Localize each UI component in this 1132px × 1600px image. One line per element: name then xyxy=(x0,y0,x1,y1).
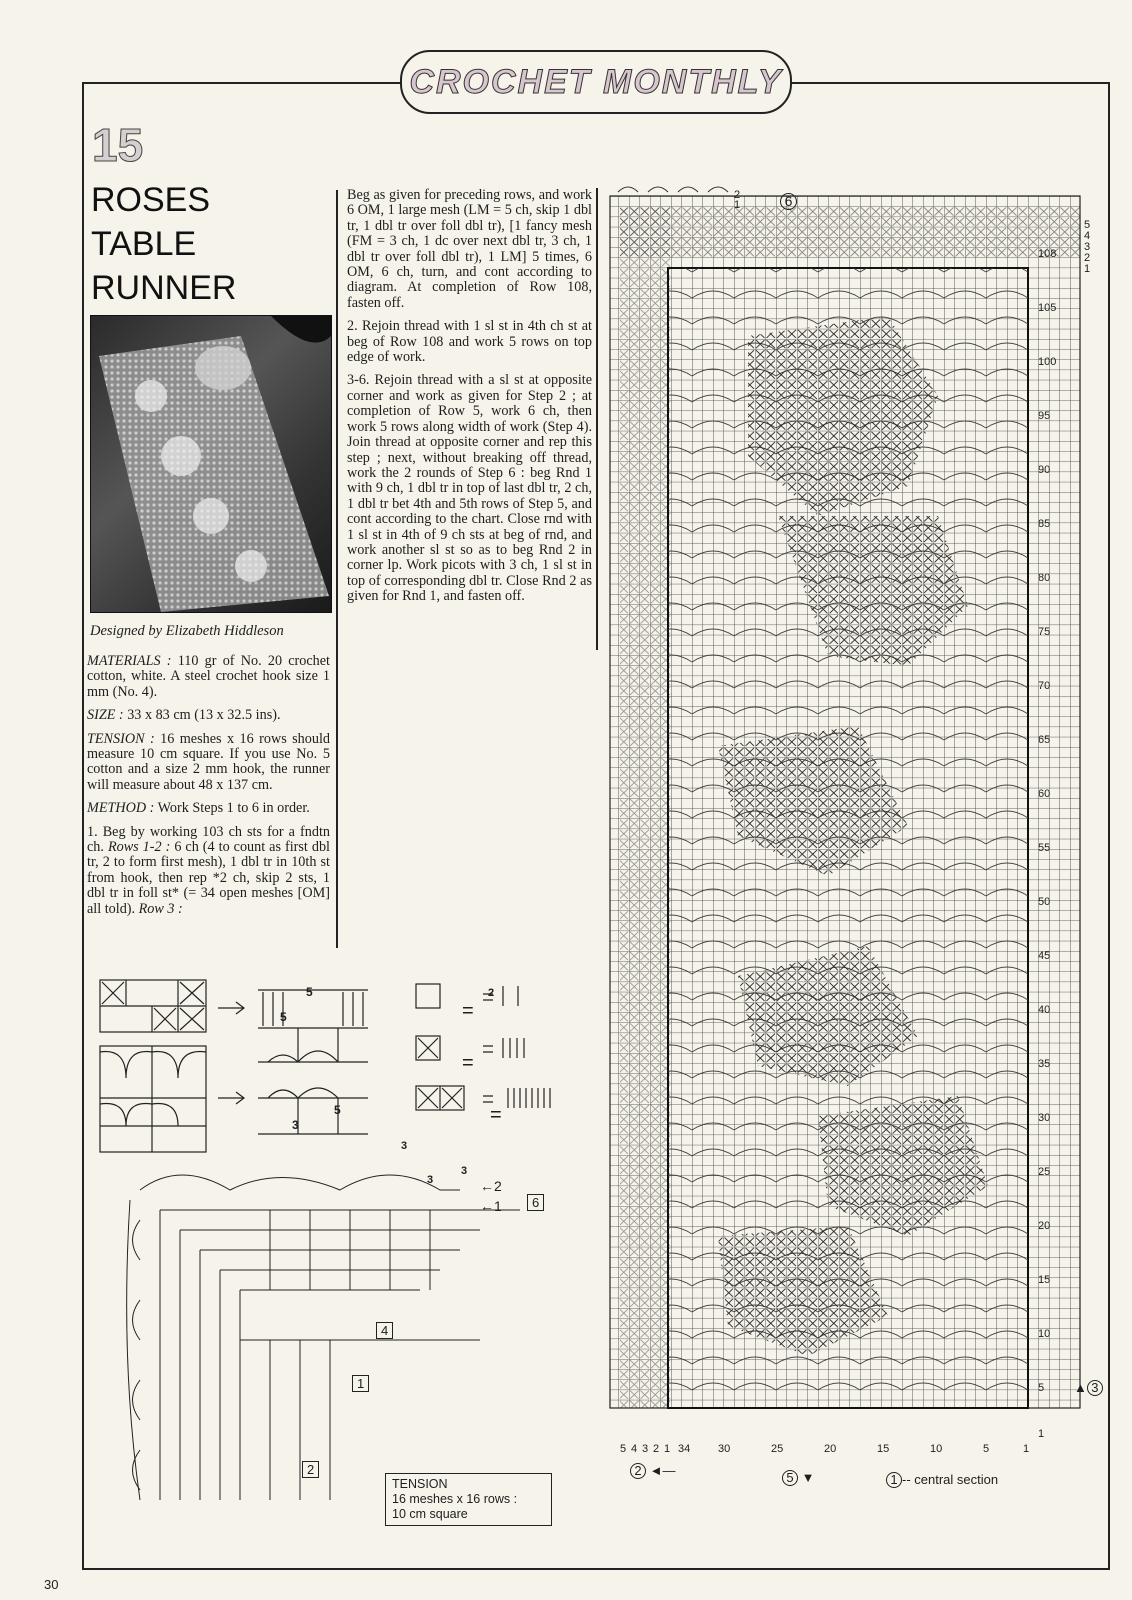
chart-row-label: 55 xyxy=(1038,842,1051,854)
col-label: 25 xyxy=(771,1443,784,1455)
rnd-number: 2 xyxy=(494,1178,502,1194)
page-number: 30 xyxy=(44,1577,59,1592)
legend-equals: = xyxy=(462,1000,474,1022)
col-label: 1 xyxy=(1023,1443,1030,1455)
size-text: 33 x 83 cm (13 x 32.5 ins). xyxy=(123,707,281,724)
chart-row-label: 25 xyxy=(1038,1166,1051,1178)
col-label: 1 xyxy=(664,1443,671,1455)
bottom-col-labels xyxy=(620,1443,1029,1455)
tension-box-line: 10 cm square xyxy=(392,1507,468,1521)
col-label: 30 xyxy=(718,1443,731,1455)
chart-row-label: 95 xyxy=(1038,410,1051,422)
legend-equals: = xyxy=(462,1052,474,1074)
central-circle: 1 xyxy=(886,1472,902,1488)
size-label: SIZE : xyxy=(87,707,124,724)
legend-equals: = xyxy=(490,1104,502,1126)
step6-marker xyxy=(734,190,740,210)
materials-text: 110 gr of No. 20 crochet cotton, white. A steel crochet hook size 1 mm (No. 4). xyxy=(87,653,330,700)
step5-circle: 5 xyxy=(782,1470,798,1486)
chart-row-label: 60 xyxy=(1038,788,1051,800)
top-edge-band xyxy=(620,206,1080,258)
step2-arrow-marker: 2 ◄— xyxy=(630,1463,675,1479)
chart-row-label: 40 xyxy=(1038,1004,1051,1016)
step1-text-b: 6 ch (4 to count as first dbl tr, 2 to form first mesh), 1 dbl tr in 10th st from hook, then rep *2 ch, skip 2 sts, 1 dbl tr in foll st* (= 34 open meshes [OM] all told). xyxy=(87,839,330,917)
pattern-number: 15 xyxy=(92,119,144,171)
step4-box-label: 4 xyxy=(376,1322,393,1339)
step3-arrow-marker: ▲ 3 xyxy=(1074,1380,1103,1396)
col-label: 10 xyxy=(930,1443,943,1455)
step3-circle: 3 xyxy=(1087,1380,1103,1396)
step3-6-paragraph: 3-6. Rejoin thread with a sl st at opposite corner and work as given for Step 2 ; at completion of Row 5, work 6 ch, then work 5 rows along width of work (Step 4). Join thread at opposite corner and rep this step ; next, without breaking off thread, work the 2 rounds of Step 6 : beg Rnd 1 with 9 ch, 1 dbl tr in top of last dbl tr, 2 ch, 1 dbl tr bet 4th and 5th rows of Step 5, and cont according to the chart. Close rnd with 1 sl st in 4th of 9 ch sts at beg of rnd, and work another sl st so as to beg Rnd 2 in corner lp. Work picots with 3 ch, 1 sl st in top of corresponding dbl tr. Close Rnd 2 as given for Rnd 1, and fasten off. xyxy=(347,372,592,605)
col-label: 5 xyxy=(983,1443,990,1455)
col-label: 2 xyxy=(653,1443,660,1455)
edge-row-label: 4 xyxy=(1084,230,1091,242)
edge-row-label: 3 xyxy=(1084,241,1091,253)
title-line: ROSES xyxy=(91,181,211,219)
method-text: Work Steps 1 to 6 in order. xyxy=(154,800,310,817)
column-rule xyxy=(336,190,338,948)
tension-box xyxy=(385,1473,552,1526)
middle-text-column xyxy=(347,188,592,613)
col-label: 15 xyxy=(877,1443,890,1455)
step5-arrow-marker: 5 ▼ xyxy=(782,1470,814,1486)
rnd-label: 1 xyxy=(734,199,741,211)
materials-label: MATERIALS : xyxy=(87,653,172,669)
size-paragraph xyxy=(87,708,330,723)
central-caption: -- central section xyxy=(902,1472,999,1487)
chart-row-label: 105 xyxy=(1038,302,1057,314)
chart-row-label: 10 xyxy=(1038,1328,1051,1340)
edge-row-label: 5 xyxy=(1084,219,1091,231)
runner-photo-art xyxy=(91,316,331,612)
chart-row-label: 70 xyxy=(1038,680,1051,692)
picot-label: 3 xyxy=(427,1174,434,1186)
chart-row-label: 108 xyxy=(1038,248,1057,260)
col-label: 34 xyxy=(678,1443,691,1455)
picot-edging xyxy=(618,187,728,192)
materials-paragraph xyxy=(87,654,330,700)
chart-row-label: 90 xyxy=(1038,464,1051,476)
pattern-title xyxy=(91,178,236,310)
edge-row-label: 2 xyxy=(1084,252,1091,264)
left-text-column xyxy=(87,654,330,925)
picot-label: 3 xyxy=(401,1140,408,1152)
rnd-label: 2 xyxy=(734,189,741,201)
top-edge-labels xyxy=(1084,220,1090,275)
chart-row-label: 80 xyxy=(1038,572,1051,584)
corner-edging-diagram xyxy=(120,1160,540,1520)
col-label: 5 xyxy=(620,1443,627,1455)
chart-row-label: 15 xyxy=(1038,1274,1051,1286)
rnd-number: 1 xyxy=(494,1198,502,1214)
chart-row-label: 85 xyxy=(1038,518,1051,530)
runner-photo xyxy=(90,315,332,613)
step2-paragraph: 2. Rejoin thread with 1 sl st in 4th ch st at beg of Row 108 and work 5 rows on top edge of work. xyxy=(347,318,592,366)
chart-row-label: 35 xyxy=(1038,1058,1051,1070)
tension-box-line: 16 meshes x 16 rows : xyxy=(392,1492,518,1506)
chart-row-label: 65 xyxy=(1038,734,1051,746)
mesh-count-label: 2 xyxy=(488,987,495,999)
central-section-legend xyxy=(886,1472,998,1488)
rnd1-label: ←1 xyxy=(480,1198,502,1214)
chart-row-label: 1 xyxy=(1038,1428,1045,1440)
edge-row-label: 1 xyxy=(1084,263,1091,275)
picot-label: 3 xyxy=(461,1165,468,1177)
step1-paragraph xyxy=(87,825,330,917)
chart-row-label: 100 xyxy=(1038,356,1057,368)
tension-text: 16 meshes x 16 rows should measure 10 cm square. If you use No. 5 cotton and a size 2 mm hook, the runner will measure about 48 x 137 cm. xyxy=(87,730,330,793)
designer-credit: Designed by Elizabeth Hiddleson xyxy=(90,623,284,639)
chart-row-label: 5 xyxy=(1038,1382,1045,1394)
filet-chart xyxy=(608,186,1091,1468)
col-label: 4 xyxy=(631,1443,638,1455)
chart-row-label: 75 xyxy=(1038,626,1051,638)
step6-box-label: 6 xyxy=(527,1194,544,1211)
chart-row-label: 30 xyxy=(1038,1112,1051,1124)
method-label: METHOD : xyxy=(87,800,155,817)
step2-circle: 2 xyxy=(630,1463,646,1479)
step1-text: 1. Beg by working 103 ch sts for a fndtn ch. xyxy=(87,823,330,856)
chart-row-label: 50 xyxy=(1038,896,1051,908)
legend-step-label: 5 xyxy=(306,985,313,999)
method-continued: Beg as given for preceding rows, and work 6 OM, 1 large mesh (LM = 5 ch, skip 1 dbl tr, 1 dbl tr over foll dbl tr), [1 fancy mesh (FM = 3 ch, 1 dc over next dbl tr, 3 ch, 1 dbl tr over foll dbl tr), 1 LM] 5 times, 6 OM, 6 ch, turn, and cont according to diagram. At completion of Row 108, fasten off. xyxy=(347,187,592,311)
column-rule xyxy=(596,188,598,650)
chart-row-label: 20 xyxy=(1038,1220,1051,1232)
step1-row3-label: Row 3 : xyxy=(138,900,183,917)
rnd2-label: ←2 xyxy=(480,1178,502,1194)
step1-box-label: 1 xyxy=(352,1375,369,1392)
chart-row-label: 45 xyxy=(1038,950,1051,962)
method-paragraph xyxy=(87,801,330,816)
tension-box-line: TENSION xyxy=(392,1477,448,1491)
step2-box-label: 2 xyxy=(302,1461,319,1478)
banner-text: CROCHET MONTHLY xyxy=(409,62,783,101)
col-label: 20 xyxy=(824,1443,837,1455)
step6-circle: 6 xyxy=(780,193,797,210)
col-label: 3 xyxy=(642,1443,649,1455)
title-line: TABLE xyxy=(91,225,197,263)
stitch-legend-diagrams xyxy=(98,978,598,1168)
tension-label: TENSION : xyxy=(87,730,155,747)
legend-step-label: 5 xyxy=(280,1010,287,1024)
tension-paragraph xyxy=(87,732,330,794)
magazine-banner xyxy=(400,50,792,114)
left-edge-band xyxy=(620,206,672,1408)
legend-step-label: 5 xyxy=(334,1103,341,1117)
legend-step-label: 3 xyxy=(292,1118,299,1132)
step1-rows-label: Rows 1-2 : xyxy=(107,839,171,856)
title-line: RUNNER xyxy=(91,269,237,307)
